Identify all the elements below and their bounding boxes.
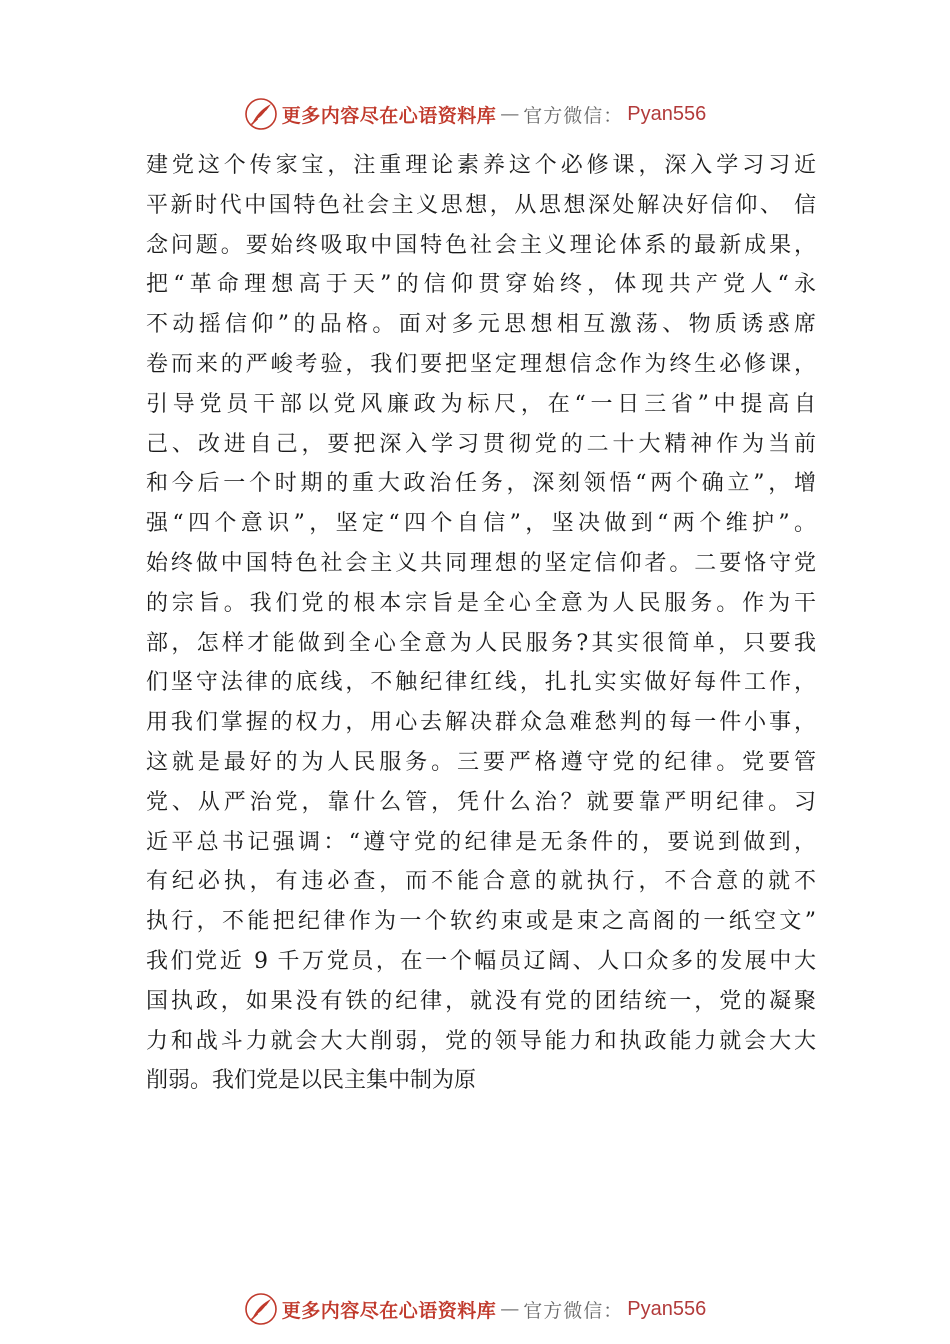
text-line: 把“革命理想高于天”的信仰贯穿始终，体现共产党人“永: [146, 272, 816, 298]
text-line: 己、改进自己，要把深入学习贯彻党的二十大精神作为当前: [146, 431, 816, 457]
document-body: [146, 146, 816, 1101]
text-line: 引导党员干部以党风廉政为标尺，在“一日三省”中提高自: [146, 391, 816, 417]
text-line: 执行，不能把纪律作为一个软约束或是束之高阁的一纸空文”: [146, 909, 816, 935]
text-line: 用我们掌握的权力，用心去解决群众急难愁判的每一件小事，: [146, 710, 816, 736]
header-banner: [0, 94, 950, 134]
text-line: 党、从严治党，靠什么管，凭什么治？就要靠严明纪律。习: [146, 789, 816, 815]
text-line: 国执政，如果没有铁的纪律，就没有党的团结统一，党的凝聚: [146, 988, 816, 1014]
footer-separator: —: [500, 1298, 520, 1320]
text-line: 和今后一个时期的重大政治任务，深刻领悟“两个确立”，增: [146, 471, 816, 497]
text-line: 近平总书记强调：“遵守党的纪律是无条件的，要说到做到，: [146, 829, 816, 855]
text-line: 卷而来的严峻考验，我们要把坚定理想信念作为终生必修课，: [146, 351, 816, 377]
text-line: 削弱。我们党是以民主集中制为原: [146, 1068, 477, 1094]
text-line: 不动摇信仰”的品格。面对多元思想相互激荡、物质诱惑席: [146, 312, 816, 338]
header-brand: 更多内容尽在心语资料库: [281, 104, 497, 127]
footer-brand: 更多内容尽在心语资料库: [281, 1299, 497, 1322]
text-line: 念问题。要始终吸取中国特色社会主义理论体系的最新成果，: [146, 232, 816, 258]
quill-logo-icon: [244, 97, 278, 131]
text-line: 始终做中国特色社会主义共同理想的坚定信仰者。二要恪守党: [146, 550, 816, 576]
text-line: 们坚守法律的底线，不触纪律红线，扎扎实实做好每件工作，: [146, 670, 816, 696]
footer-banner: [0, 1289, 950, 1329]
header-separator: —: [500, 103, 520, 125]
text-line: 的宗旨。我们党的根本宗旨是全心全意为人民服务。作为干: [146, 590, 816, 616]
quill-logo-icon: [244, 1292, 278, 1326]
text-line: 有纪必执，有违必查，而不能合意的就执行，不合意的就不: [146, 869, 816, 895]
text-line: 部，怎样才能做到全心全意为人民服务?其实很简单，只要我: [146, 630, 816, 656]
text-line: 这就是最好的为人民服务。三要严格遵守党的纪律。党要管: [146, 749, 816, 775]
footer-wechat-id: Pyan556: [627, 1297, 707, 1320]
text-line: 强“四个意识”，坚定“四个自信”，坚决做到“两个维护”。: [146, 511, 816, 537]
text-line: 平新时代中国特色社会主义思想，从思想深处解决好信仰、 信: [146, 192, 816, 218]
footer-wechat-label: 官方微信：: [523, 1299, 624, 1322]
text-line: 力和战斗力就会大大削弱，党的领导能力和执政能力就会大大: [146, 1028, 816, 1054]
header-wechat-id: Pyan556: [627, 102, 707, 125]
text-line: 我们党近 9 千万党员，在一个幅员辽阔、人口众多的发展中大: [146, 948, 816, 974]
header-wechat-label: 官方微信：: [523, 104, 624, 127]
text-line: 建党这个传家宝，注重理论素养这个必修课，深入学习习近: [146, 153, 816, 178]
